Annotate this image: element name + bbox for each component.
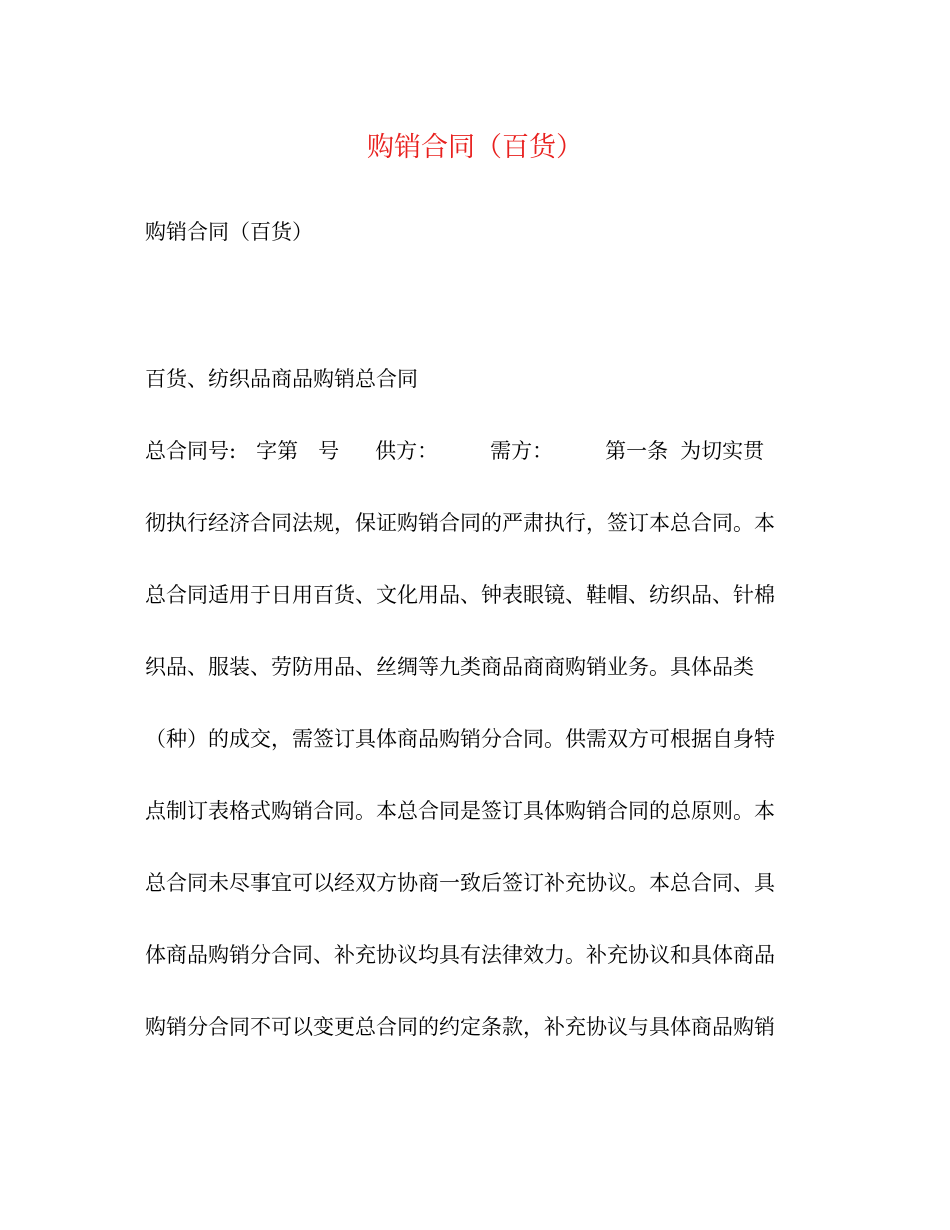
body-line: 彻执行经济合同法规，保证购销合同的严肃执行，签订本总合同。本: [145, 511, 775, 535]
body-line: （种）的成交，需签订具体商品购销分合同。供需双方可根据自身特: [145, 727, 775, 751]
contract-heading: 百货、纺织品商品购销总合同: [145, 367, 418, 391]
contract-fields-line: [145, 436, 805, 466]
article1-start: 为切实贯: [680, 439, 765, 463]
body-line: 点制订表格式购销合同。本总合同是签订具体购销合同的总原则。本: [145, 799, 775, 823]
document-subtitle: 购销合同（百货）: [145, 220, 313, 244]
supplier-label: 供方：: [375, 439, 439, 463]
contract-no-label: 总合同号:: [145, 439, 237, 463]
body-line: 织品、服装、劳防用品、丝绸等九类商品商商购销业务。具体品类: [145, 655, 754, 679]
body-line: 总合同未尽事宜可以经双方协商一致后签订补充协议。本总合同、具: [145, 871, 775, 895]
buyer-label: 需方：: [490, 439, 554, 463]
body-line: 总合同适用于日用百货、文化用品、钟表眼镜、鞋帽、纺织品、针棉: [145, 583, 775, 607]
document-title: 购销合同（百货）: [367, 132, 583, 163]
article1-label: 第一条: [605, 439, 669, 463]
no-label: 号: [318, 439, 340, 463]
body-line: 购销分合同不可以变更总合同的约定条款，补充协议与具体商品购销: [145, 1015, 775, 1039]
body-line: 体商品购销分合同、补充协议均具有法律效力。补充协议和具体商品: [145, 943, 775, 967]
char-label: 字第: [256, 439, 299, 463]
